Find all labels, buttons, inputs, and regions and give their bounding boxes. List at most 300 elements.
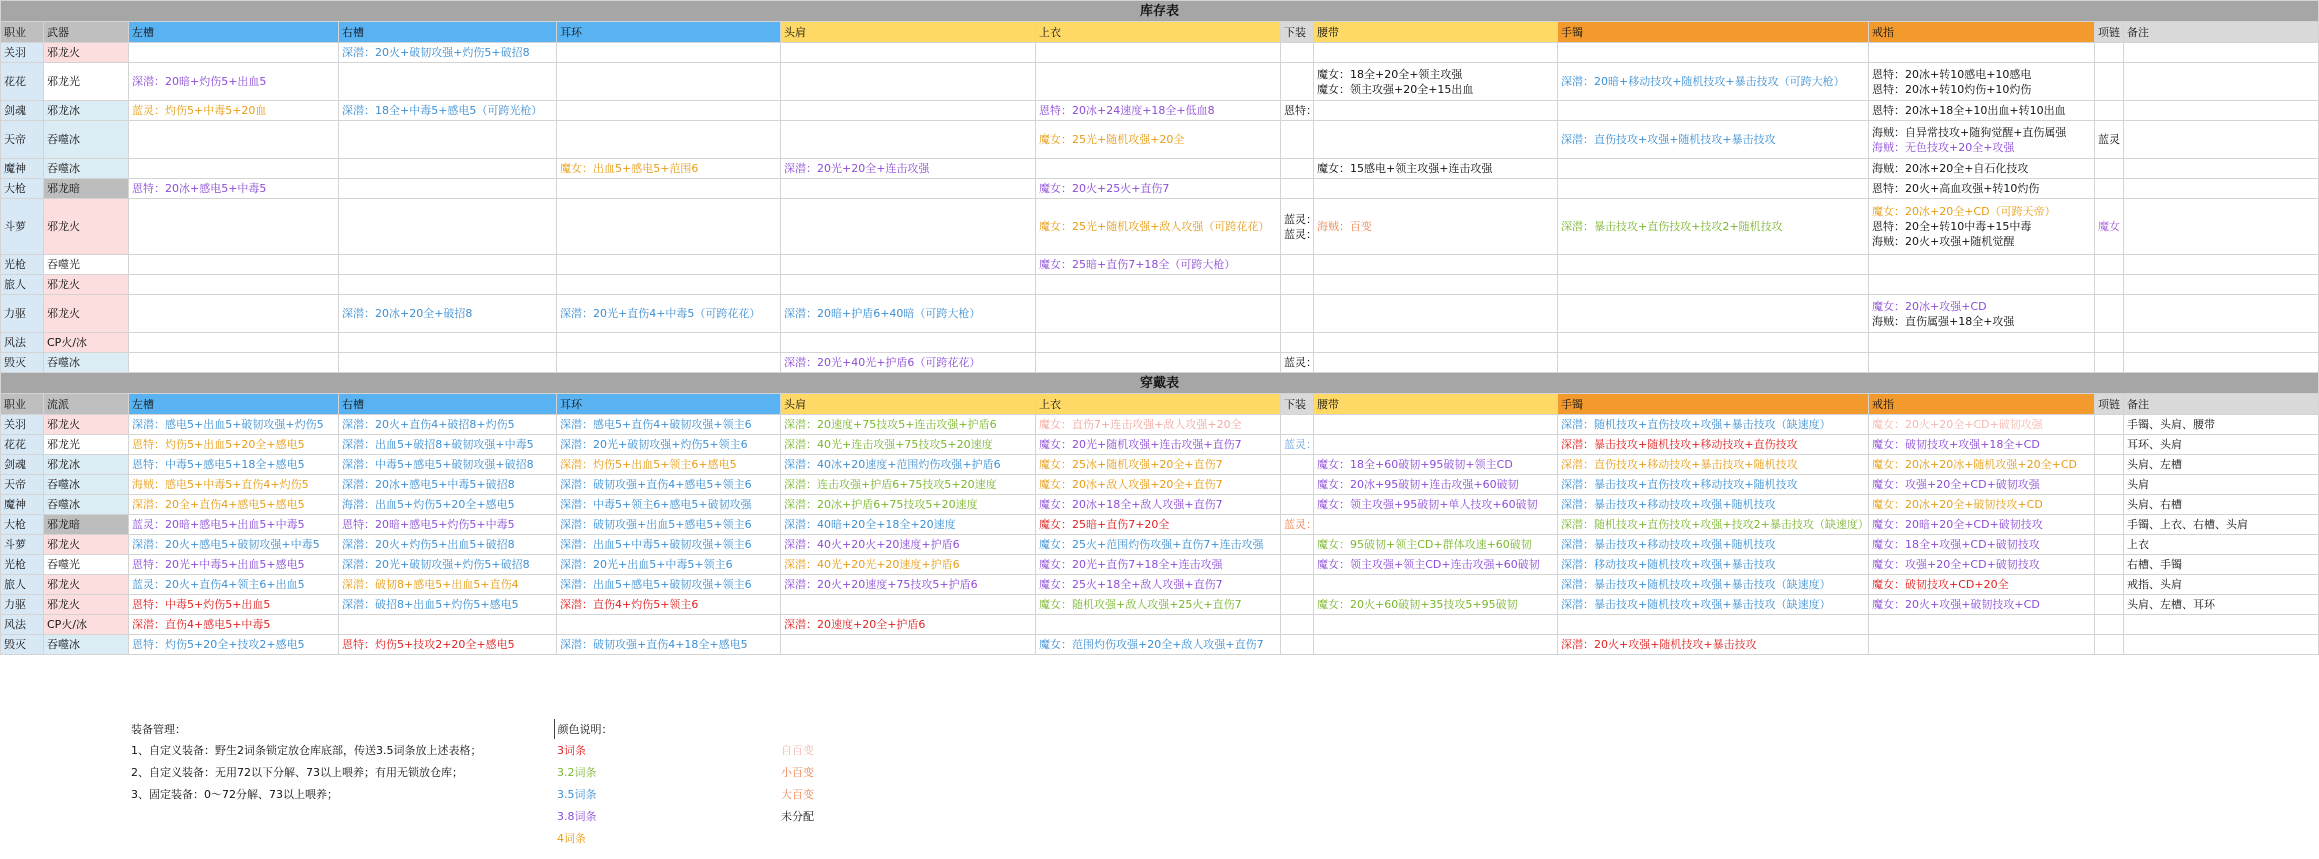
earring-cell[interactable]	[557, 159, 781, 179]
bracelet-cell[interactable]	[1558, 555, 1869, 575]
job-cell[interactable]: 风法	[1, 333, 44, 353]
job-cell[interactable]: 风法	[1, 615, 44, 635]
bracelet-cell[interactable]	[1558, 535, 1869, 555]
bottom-cell[interactable]	[1281, 295, 1314, 333]
bottom-cell[interactable]	[1281, 515, 1317, 535]
bottom-cell[interactable]	[1281, 535, 1314, 555]
ring-cell[interactable]	[1869, 43, 2095, 63]
right-slot-cell[interactable]	[339, 295, 557, 333]
shoulder-cell[interactable]	[781, 179, 1036, 199]
top-cell[interactable]	[1036, 295, 1281, 333]
earring-cell[interactable]	[557, 555, 781, 575]
necklace-cell[interactable]	[2095, 555, 2124, 575]
bottom-cell[interactable]	[1281, 333, 1314, 353]
right-slot-cell[interactable]	[339, 179, 557, 199]
bottom-cell[interactable]	[1281, 555, 1314, 575]
right-slot-cell[interactable]	[339, 635, 557, 655]
top-cell[interactable]	[1036, 275, 1281, 295]
earring-cell[interactable]	[557, 353, 781, 373]
remark-cell[interactable]	[2124, 455, 2319, 475]
remark-cell[interactable]	[2124, 535, 2319, 555]
belt-cell[interactable]	[1314, 575, 1558, 595]
right-slot-cell[interactable]	[339, 353, 557, 373]
ring-cell[interactable]	[1869, 415, 2095, 435]
weapon-cell[interactable]: 邪龙光	[44, 63, 129, 101]
belt-cell[interactable]	[1314, 595, 1558, 615]
necklace-cell[interactable]	[2095, 635, 2124, 655]
bottom-cell[interactable]	[1281, 63, 1314, 101]
remark-cell[interactable]	[2124, 595, 2319, 615]
shoulder-cell[interactable]	[781, 275, 1036, 295]
earring-cell[interactable]	[557, 121, 781, 159]
earring-cell[interactable]	[557, 43, 781, 63]
bracelet-cell[interactable]	[1558, 595, 1869, 615]
earring-cell[interactable]	[557, 199, 781, 255]
top-cell[interactable]	[1036, 43, 1281, 63]
necklace-cell[interactable]	[2095, 179, 2124, 199]
weapon-cell[interactable]: 邪龙火	[44, 575, 129, 595]
top-cell[interactable]	[1036, 495, 1281, 515]
necklace-cell[interactable]	[2095, 255, 2124, 275]
left-slot-cell[interactable]	[129, 415, 339, 435]
right-slot-cell[interactable]	[339, 475, 557, 495]
remark-cell[interactable]	[2124, 475, 2319, 495]
left-slot-cell[interactable]	[129, 333, 339, 353]
shoulder-cell[interactable]	[781, 43, 1036, 63]
right-slot-cell[interactable]	[339, 575, 557, 595]
top-cell[interactable]	[1036, 595, 1281, 615]
ring-cell[interactable]	[1869, 615, 2095, 635]
bracelet-cell[interactable]	[1558, 101, 1869, 121]
right-slot-cell[interactable]	[339, 275, 557, 295]
ring-cell[interactable]	[1869, 353, 2095, 373]
left-slot-cell[interactable]	[129, 515, 339, 535]
bracelet-cell[interactable]	[1558, 475, 1869, 495]
bottom-cell[interactable]	[1281, 43, 1314, 63]
left-slot-cell[interactable]	[129, 353, 339, 373]
remark-cell[interactable]	[2124, 415, 2319, 435]
bottom-cell[interactable]	[1281, 435, 1317, 455]
weapon-cell[interactable]: 邪龙冰	[44, 455, 129, 475]
right-slot-cell[interactable]	[339, 535, 557, 555]
left-slot-cell[interactable]	[129, 615, 339, 635]
bracelet-cell[interactable]	[1558, 353, 1869, 373]
belt-cell[interactable]	[1314, 121, 1558, 159]
job-cell[interactable]: 天帝	[1, 121, 44, 159]
bracelet-cell[interactable]	[1558, 495, 1869, 515]
weapon-cell[interactable]: 吞噬光	[44, 255, 129, 275]
remark-cell[interactable]	[2124, 435, 2319, 455]
weapon-cell[interactable]: 吞噬冰	[44, 495, 129, 515]
bracelet-cell[interactable]	[1558, 159, 1869, 179]
remark-cell[interactable]	[2124, 179, 2319, 199]
left-slot-cell[interactable]	[129, 179, 339, 199]
earring-cell[interactable]	[557, 595, 781, 615]
belt-cell[interactable]	[1314, 101, 1558, 121]
ring-cell[interactable]	[1869, 63, 2095, 101]
earring-cell[interactable]	[557, 575, 781, 595]
bottom-cell[interactable]	[1281, 495, 1314, 515]
bottom-cell[interactable]	[1281, 615, 1314, 635]
belt-cell[interactable]	[1314, 555, 1558, 575]
shoulder-cell[interactable]	[781, 495, 1036, 515]
ring-cell[interactable]	[1869, 595, 2095, 615]
top-cell[interactable]	[1036, 101, 1281, 121]
job-cell[interactable]: 大枪	[1, 179, 44, 199]
necklace-cell[interactable]	[2095, 333, 2124, 353]
necklace-cell[interactable]	[2095, 515, 2124, 535]
remark-cell[interactable]	[2124, 199, 2319, 255]
belt-cell[interactable]	[1314, 495, 1558, 515]
left-slot-cell[interactable]	[129, 101, 339, 121]
ring-cell[interactable]	[1869, 475, 2095, 495]
earring-cell[interactable]	[557, 435, 781, 455]
ring-cell[interactable]	[1869, 255, 2095, 275]
top-cell[interactable]	[1036, 353, 1281, 373]
remark-cell[interactable]	[2124, 333, 2319, 353]
shoulder-cell[interactable]	[781, 63, 1036, 101]
earring-cell[interactable]	[557, 179, 781, 199]
belt-cell[interactable]	[1314, 535, 1558, 555]
top-cell[interactable]	[1036, 455, 1281, 475]
shoulder-cell[interactable]	[781, 555, 1036, 575]
weapon-cell[interactable]: 邪龙火	[44, 295, 129, 333]
bottom-cell[interactable]	[1281, 121, 1314, 159]
right-slot-cell[interactable]	[339, 415, 557, 435]
left-slot-cell[interactable]	[129, 121, 339, 159]
top-cell[interactable]	[1036, 415, 1281, 435]
left-slot-cell[interactable]	[129, 475, 339, 495]
top-cell[interactable]	[1036, 121, 1281, 159]
weapon-cell[interactable]: 邪龙火	[44, 43, 129, 63]
necklace-cell[interactable]	[2095, 455, 2124, 475]
top-cell[interactable]	[1036, 615, 1281, 635]
right-slot-cell[interactable]	[339, 515, 557, 535]
left-slot-cell[interactable]	[129, 275, 339, 295]
shoulder-cell[interactable]	[781, 515, 1036, 535]
belt-cell[interactable]	[1314, 159, 1558, 179]
left-slot-cell[interactable]	[129, 535, 339, 555]
belt-cell[interactable]	[1314, 615, 1558, 635]
left-slot-cell[interactable]	[129, 63, 339, 101]
left-slot-cell[interactable]	[129, 575, 339, 595]
top-cell[interactable]	[1036, 575, 1281, 595]
bracelet-cell[interactable]	[1558, 255, 1869, 275]
shoulder-cell[interactable]	[781, 455, 1036, 475]
job-cell[interactable]: 花花	[1, 63, 44, 101]
weapon-cell[interactable]: 吞噬冰	[44, 159, 129, 179]
bottom-cell[interactable]	[1281, 159, 1314, 179]
top-cell[interactable]	[1036, 199, 1281, 255]
weapon-cell[interactable]: 邪龙光	[44, 435, 129, 455]
job-cell[interactable]: 力驱	[1, 595, 44, 615]
earring-cell[interactable]	[557, 495, 781, 515]
belt-cell[interactable]	[1314, 179, 1558, 199]
ring-cell[interactable]	[1869, 535, 2095, 555]
top-cell[interactable]	[1036, 635, 1281, 655]
top-cell[interactable]	[1036, 555, 1281, 575]
bracelet-cell[interactable]	[1558, 515, 1869, 535]
belt-cell[interactable]	[1314, 475, 1558, 495]
ring-cell[interactable]	[1869, 575, 2095, 595]
ring-cell[interactable]	[1869, 515, 2095, 535]
earring-cell[interactable]	[557, 255, 781, 275]
necklace-cell[interactable]	[2095, 295, 2124, 333]
left-slot-cell[interactable]	[129, 435, 339, 455]
job-cell[interactable]: 魔神	[1, 159, 44, 179]
remark-cell[interactable]	[2124, 295, 2319, 333]
shoulder-cell[interactable]	[781, 615, 1036, 635]
right-slot-cell[interactable]	[339, 101, 557, 121]
right-slot-cell[interactable]	[339, 615, 557, 635]
job-cell[interactable]: 花花	[1, 435, 44, 455]
ring-cell[interactable]	[1869, 333, 2095, 353]
shoulder-cell[interactable]	[781, 353, 1036, 373]
bottom-cell[interactable]	[1281, 275, 1314, 295]
job-cell[interactable]: 天帝	[1, 475, 44, 495]
job-cell[interactable]: 力驱	[1, 295, 44, 333]
job-cell[interactable]: 关羽	[1, 415, 44, 435]
shoulder-cell[interactable]	[781, 575, 1036, 595]
necklace-cell[interactable]	[2095, 63, 2124, 101]
belt-cell[interactable]	[1314, 275, 1558, 295]
belt-cell[interactable]	[1314, 63, 1558, 101]
top-cell[interactable]	[1036, 159, 1281, 179]
necklace-cell[interactable]	[2095, 495, 2124, 515]
bottom-cell[interactable]	[1281, 475, 1314, 495]
remark-cell[interactable]	[2124, 159, 2319, 179]
shoulder-cell[interactable]	[781, 415, 1036, 435]
right-slot-cell[interactable]	[339, 595, 557, 615]
top-cell[interactable]	[1036, 475, 1281, 495]
left-slot-cell[interactable]	[129, 199, 339, 255]
bracelet-cell[interactable]	[1558, 635, 1869, 655]
shoulder-cell[interactable]	[781, 333, 1036, 353]
remark-cell[interactable]	[2124, 555, 2319, 575]
earring-cell[interactable]	[557, 475, 781, 495]
left-slot-cell[interactable]	[129, 43, 339, 63]
left-slot-cell[interactable]	[129, 635, 339, 655]
shoulder-cell[interactable]	[781, 435, 1036, 455]
ring-cell[interactable]	[1869, 179, 2095, 199]
bottom-cell[interactable]	[1281, 199, 1317, 255]
necklace-cell[interactable]	[2095, 475, 2124, 495]
bracelet-cell[interactable]	[1558, 615, 1869, 635]
bracelet-cell[interactable]	[1558, 295, 1869, 333]
right-slot-cell[interactable]	[339, 555, 557, 575]
weapon-cell[interactable]: 邪龙火	[44, 199, 129, 255]
left-slot-cell[interactable]	[129, 295, 339, 333]
remark-cell[interactable]	[2124, 101, 2319, 121]
necklace-cell[interactable]	[2095, 159, 2124, 179]
weapon-cell[interactable]: 邪龙暗	[44, 515, 129, 535]
remark-cell[interactable]	[2124, 353, 2319, 373]
top-cell[interactable]	[1036, 435, 1281, 455]
job-cell[interactable]: 斗萝	[1, 199, 44, 255]
shoulder-cell[interactable]	[781, 255, 1036, 275]
weapon-cell[interactable]: 吞噬冰	[44, 635, 129, 655]
top-cell[interactable]	[1036, 179, 1281, 199]
shoulder-cell[interactable]	[781, 595, 1036, 615]
remark-cell[interactable]	[2124, 121, 2319, 159]
top-cell[interactable]	[1036, 63, 1281, 101]
belt-cell[interactable]	[1314, 353, 1558, 373]
weapon-cell[interactable]: CP火/冰	[44, 333, 129, 353]
left-slot-cell[interactable]	[129, 595, 339, 615]
bracelet-cell[interactable]	[1558, 43, 1869, 63]
belt-cell[interactable]	[1314, 295, 1558, 333]
ring-cell[interactable]	[1869, 199, 2095, 255]
job-cell[interactable]: 魔神	[1, 495, 44, 515]
ring-cell[interactable]	[1869, 295, 2095, 333]
job-cell[interactable]: 光枪	[1, 555, 44, 575]
bracelet-cell[interactable]	[1558, 415, 1869, 435]
bracelet-cell[interactable]	[1558, 435, 1869, 455]
right-slot-cell[interactable]	[339, 455, 557, 475]
necklace-cell[interactable]	[2095, 575, 2124, 595]
job-cell[interactable]: 光枪	[1, 255, 44, 275]
earring-cell[interactable]	[557, 275, 781, 295]
ring-cell[interactable]	[1869, 159, 2095, 179]
left-slot-cell[interactable]	[129, 555, 339, 575]
right-slot-cell[interactable]	[339, 159, 557, 179]
remark-cell[interactable]	[2124, 255, 2319, 275]
shoulder-cell[interactable]	[781, 159, 1036, 179]
job-cell[interactable]: 斗萝	[1, 535, 44, 555]
shoulder-cell[interactable]	[781, 199, 1036, 255]
weapon-cell[interactable]: 邪龙火	[44, 415, 129, 435]
belt-cell[interactable]	[1314, 43, 1558, 63]
necklace-cell[interactable]	[2095, 199, 2124, 255]
top-cell[interactable]	[1036, 535, 1281, 555]
remark-cell[interactable]	[2124, 615, 2319, 635]
left-slot-cell[interactable]	[129, 159, 339, 179]
shoulder-cell[interactable]	[781, 535, 1036, 555]
ring-cell[interactable]	[1869, 121, 2095, 159]
necklace-cell[interactable]	[2095, 615, 2124, 635]
bracelet-cell[interactable]	[1558, 575, 1869, 595]
shoulder-cell[interactable]	[781, 121, 1036, 159]
ring-cell[interactable]	[1869, 435, 2095, 455]
ring-cell[interactable]	[1869, 275, 2095, 295]
weapon-cell[interactable]: 邪龙暗	[44, 179, 129, 199]
top-cell[interactable]	[1036, 333, 1281, 353]
necklace-cell[interactable]	[2095, 101, 2124, 121]
bracelet-cell[interactable]	[1558, 179, 1869, 199]
bottom-cell[interactable]	[1281, 635, 1314, 655]
shoulder-cell[interactable]	[781, 101, 1036, 121]
job-cell[interactable]: 大枪	[1, 515, 44, 535]
earring-cell[interactable]	[557, 63, 781, 101]
remark-cell[interactable]	[2124, 515, 2319, 535]
necklace-cell[interactable]	[2095, 121, 2124, 159]
belt-cell[interactable]	[1314, 435, 1558, 455]
bottom-cell[interactable]	[1281, 455, 1314, 475]
remark-cell[interactable]	[2124, 43, 2319, 63]
remark-cell[interactable]	[2124, 63, 2319, 101]
remark-cell[interactable]	[2124, 635, 2319, 655]
right-slot-cell[interactable]	[339, 255, 557, 275]
necklace-cell[interactable]	[2095, 353, 2124, 373]
top-cell[interactable]	[1036, 515, 1281, 535]
weapon-cell[interactable]: 邪龙火	[44, 535, 129, 555]
shoulder-cell[interactable]	[781, 635, 1036, 655]
earring-cell[interactable]	[557, 415, 781, 435]
left-slot-cell[interactable]	[129, 495, 339, 515]
bottom-cell[interactable]	[1281, 179, 1314, 199]
right-slot-cell[interactable]	[339, 121, 557, 159]
job-cell[interactable]: 剑魂	[1, 101, 44, 121]
job-cell[interactable]: 剑魂	[1, 455, 44, 475]
left-slot-cell[interactable]	[129, 255, 339, 275]
weapon-cell[interactable]: 吞噬冰	[44, 353, 129, 373]
earring-cell[interactable]	[557, 535, 781, 555]
bracelet-cell[interactable]	[1558, 199, 1869, 255]
weapon-cell[interactable]: 吞噬冰	[44, 475, 129, 495]
necklace-cell[interactable]	[2095, 43, 2124, 63]
bracelet-cell[interactable]	[1558, 275, 1869, 295]
weapon-cell[interactable]: 吞噬光	[44, 555, 129, 575]
belt-cell[interactable]	[1314, 199, 1558, 255]
remark-cell[interactable]	[2124, 575, 2319, 595]
job-cell[interactable]: 旅人	[1, 275, 44, 295]
necklace-cell[interactable]	[2095, 535, 2124, 555]
weapon-cell[interactable]: 邪龙火	[44, 275, 129, 295]
ring-cell[interactable]	[1869, 555, 2095, 575]
bottom-cell[interactable]	[1281, 595, 1314, 615]
right-slot-cell[interactable]	[339, 199, 557, 255]
right-slot-cell[interactable]	[339, 495, 557, 515]
ring-cell[interactable]	[1869, 101, 2095, 121]
earring-cell[interactable]	[557, 455, 781, 475]
weapon-cell[interactable]: CP火/冰	[44, 615, 129, 635]
bottom-cell[interactable]	[1281, 101, 1317, 121]
remark-cell[interactable]	[2124, 275, 2319, 295]
belt-cell[interactable]	[1314, 455, 1558, 475]
ring-cell[interactable]	[1869, 495, 2095, 515]
bracelet-cell[interactable]	[1558, 333, 1869, 353]
job-cell[interactable]: 毁灭	[1, 353, 44, 373]
ring-cell[interactable]	[1869, 455, 2095, 475]
bracelet-cell[interactable]	[1558, 121, 1869, 159]
right-slot-cell[interactable]	[339, 63, 557, 101]
job-cell[interactable]: 毁灭	[1, 635, 44, 655]
earring-cell[interactable]	[557, 333, 781, 353]
job-cell[interactable]: 旅人	[1, 575, 44, 595]
bracelet-cell[interactable]	[1558, 63, 1869, 101]
remark-cell[interactable]	[2124, 495, 2319, 515]
earring-cell[interactable]	[557, 615, 781, 635]
earring-cell[interactable]	[557, 295, 781, 333]
belt-cell[interactable]	[1314, 333, 1558, 353]
bottom-cell[interactable]	[1281, 575, 1314, 595]
weapon-cell[interactable]: 邪龙火	[44, 595, 129, 615]
shoulder-cell[interactable]	[781, 295, 1036, 333]
shoulder-cell[interactable]	[781, 475, 1036, 495]
weapon-cell[interactable]: 邪龙冰	[44, 101, 129, 121]
necklace-cell[interactable]	[2095, 275, 2124, 295]
bracelet-cell[interactable]	[1558, 455, 1869, 475]
bottom-cell[interactable]	[1281, 353, 1317, 373]
belt-cell[interactable]	[1314, 415, 1558, 435]
necklace-cell[interactable]	[2095, 595, 2124, 615]
ring-cell[interactable]	[1869, 635, 2095, 655]
earring-cell[interactable]	[557, 101, 781, 121]
earring-cell[interactable]	[557, 635, 781, 655]
right-slot-cell[interactable]	[339, 435, 557, 455]
job-cell[interactable]: 关羽	[1, 43, 44, 63]
earring-cell[interactable]	[557, 515, 781, 535]
